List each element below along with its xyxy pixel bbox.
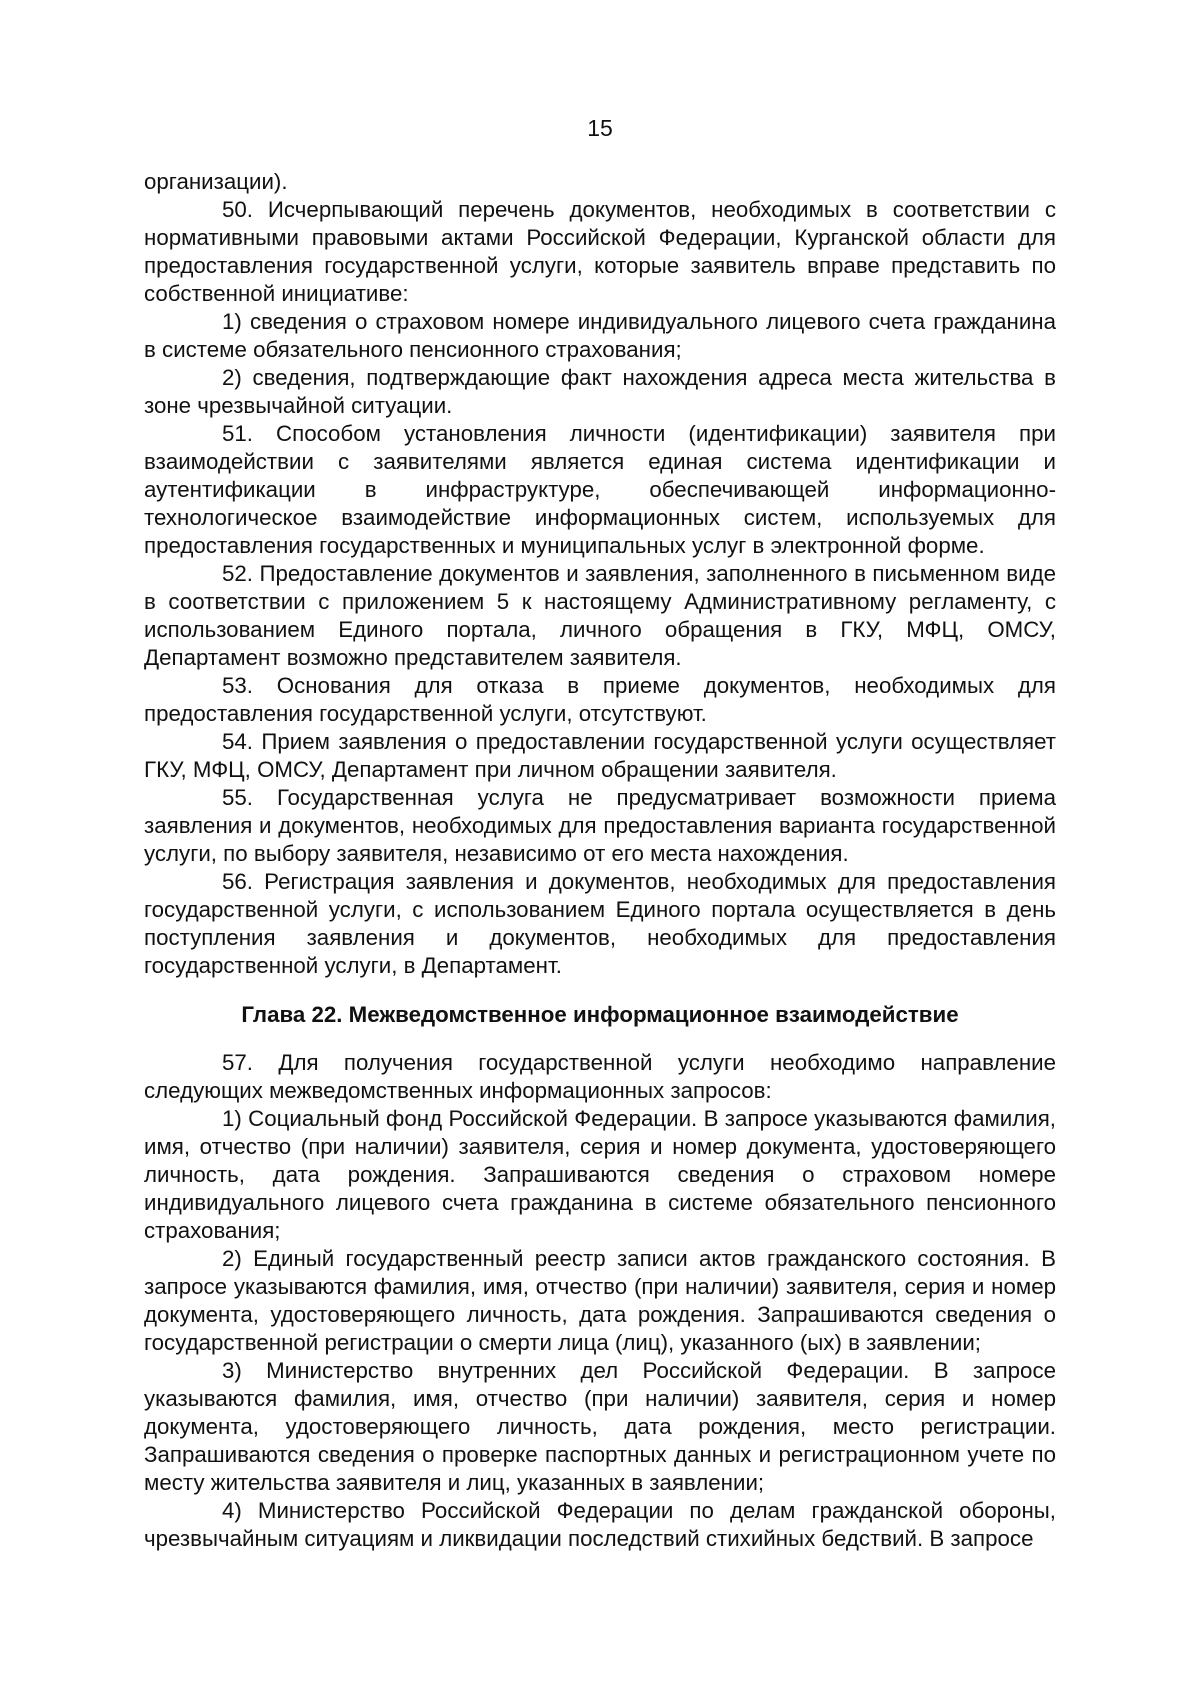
paragraph-item-50: 50. Исчерпывающий перечень документов, необходимых в соответствии с нормативными правовыми актами Российской Федерации, Курганской области для предоставления государственной услуги, которые заявитель вправе представить по собственной инициативе: — [144, 197, 1056, 306]
paragraph-item-56: 56. Регистрация заявления и документов, необходимых для предоставления государственной услуги, с использованием Единого портала осуществляется в день поступления заявления и документов, необходимых для предоставления государственной услуги, в Департамент. — [144, 869, 1056, 978]
paragraph-subitem-57-2: 2) Единый государственный реестр записи актов гражданского состояния. В запросе указываются фамилия, имя, отчество (при наличии) заявителя, серия и номер документа, удостоверяющего личность, дата рождения. Запрашиваются сведения о государственной регистрации о смерти лица (лиц), указанного (ых) в заявлении; — [144, 1246, 1056, 1355]
page-number: 15 — [587, 115, 613, 141]
paragraph-continuation: организации). — [144, 169, 288, 194]
chapter-heading: Глава 22. Межведомственное информационное взаимодействие — [241, 1002, 959, 1027]
document-body — [144, 168, 1056, 1553]
paragraph-item-52: 52. Предоставление документов и заявления, заполненного в письменном виде в соответствии с приложением 5 к настоящему Административному регламенту, с использованием Единого портала, личного обращения в ГКУ, МФЦ, ОМСУ, Департамент возможно представителем заявителя. — [144, 561, 1056, 670]
paragraph-subitem-50-1: 1) сведения о страховом номере индивидуального лицевого счета гражданина в системе обязательного пенсионного страхования; — [144, 309, 1056, 362]
paragraph-item-54: 54. Прием заявления о предоставлении государственной услуги осуществляет ГКУ, МФЦ, ОМСУ, Департамент при личном обращении заявителя. — [144, 729, 1056, 782]
paragraph-item-53: 53. Основания для отказа в приеме документов, необходимых для предоставления государственной услуги, отсутствуют. — [144, 673, 1056, 726]
paragraph-subitem-50-2: 2) сведения, подтверждающие факт нахождения адреса места жительства в зоне чрезвычайной ситуации. — [144, 365, 1056, 418]
paragraph-subitem-57-4: 4) Министерство Российской Федерации по делам гражданской обороны, чрезвычайным ситуациям и ликвидации последствий стихийных бедствий. В запросе — [144, 1498, 1056, 1551]
paragraph-subitem-57-1: 1) Социальный фонд Российской Федерации. В запросе указываются фамилия, имя, отчество (при наличии) заявителя, серия и номер документа, удостоверяющего личность, дата рождения. Запрашиваются сведения о страховом номере индивидуального лицевого счета гражданина в системе обязательного пенсионного страхования; — [144, 1106, 1056, 1243]
paragraph-subitem-57-3: 3) Министерство внутренних дел Российской Федерации. В запросе указываются фамилия, имя, отчество (при наличии) заявителя, серия и номер документа, удостоверяющего личность, дата рождения, место регистрации. Запрашиваются сведения о проверке паспортных данных и регистрационном учете по месту жительства заявителя и лиц, указанных в заявлении; — [144, 1358, 1056, 1495]
paragraph-item-51: 51. Способом установления личности (идентификации) заявителя при взаимодействии с заявителями является единая система идентификации и аутентификации в инфраструктуре, обеспечивающей информационно-технологическое взаимодействие информационных систем, используемых для предоставления государственных и муниципальных услуг в электронной форме. — [144, 421, 1056, 558]
paragraph-item-55: 55. Государственная услуга не предусматривает возможности приема заявления и документов, необходимых для предоставления варианта государственной услуги, по выбору заявителя, независимо от его места нахождения. — [144, 785, 1056, 866]
paragraph-item-57: 57. Для получения государственной услуги необходимо направление следующих межведомственных информационных запросов: — [144, 1050, 1056, 1103]
